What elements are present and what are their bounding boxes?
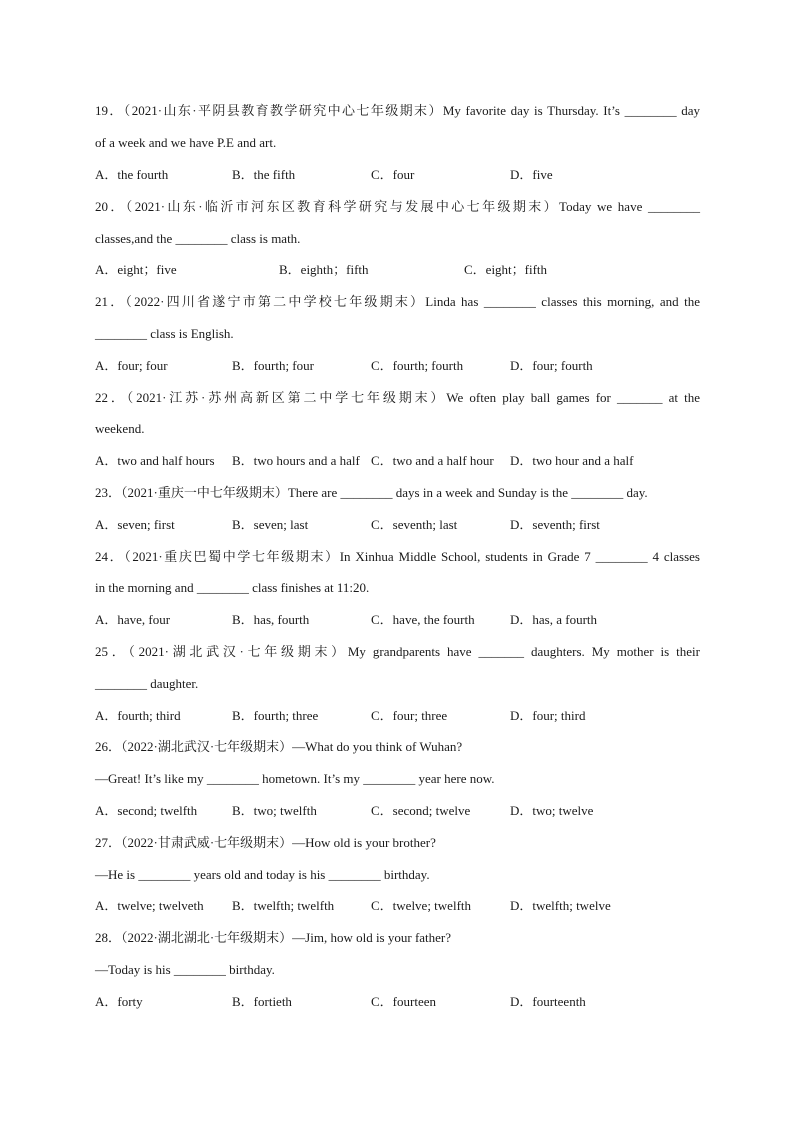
question-23-stem-line-1: 23．（2021·重庆一中七年级期末）There are ________ days in a week and Sunday is the ________ day. [95,485,648,500]
question-19-option-b: B．the fifth [232,167,296,182]
question-26-option-c: C．second; twelve [371,803,471,818]
question-20-stem-line-2: classes,and the ________ class is math. [95,231,301,246]
question-20-option-a: A．eight；five [95,262,177,277]
question-21-option-a: A．four; four [95,358,168,373]
question-27-option-c: C．twelve; twelfth [371,898,472,913]
question-24-stem-line-1: 24．（2021·重庆巴蜀中学七年级期末）In Xinhua Middle School, students in Grade 7 ________ 4 classes [95,549,700,564]
question-27-stem-line-1: 27．（2022·甘肃武威·七年级期末）—How old is your brother? [95,835,436,850]
question-20-option-b: B．eighth；fifth [279,262,369,277]
question-22-option-a: A．two and half hours [95,453,215,468]
question-20-option-c: C．eight；fifth [464,262,548,277]
question-26-stem-line-2: —Great! It’s like my ________ hometown. It’s my ________ year here now. [95,771,495,786]
question-22-stem-line-1: 22．（2021·江苏·苏州高新区第二中学七年级期末）We often play ball games for _______ at the [95,390,700,405]
question-22-stem-line-2: weekend. [95,421,145,436]
question-25-option-b: B．fourth; three [232,708,319,723]
question-24-option-b: B．has, fourth [232,612,310,627]
question-27-stem-line-2: —He is ________ years old and today is his ________ birthday. [95,867,430,882]
question-25-option-a: A．fourth; third [95,708,181,723]
question-28-option-d: D．fourteenth [510,994,586,1009]
question-26-option-a: A．second; twelfth [95,803,198,818]
question-28-option-a: A．forty [95,994,143,1009]
question-27-option-b: B．twelfth; twelfth [232,898,335,913]
question-25-option-c: C．four; three [371,708,448,723]
question-24-option-d: D．has, a fourth [510,612,598,627]
question-24-stem-line-2: in the morning and ________ class finishes at 11:20. [95,580,370,595]
question-28-option-c: C．fourteen [371,994,436,1009]
question-19-stem-line-1: 19．（2021·山东·平阴县教育教学研究中心七年级期末）My favorite day is Thursday. It’s ________ day [95,103,700,118]
question-23-option-b: B．seven; last [232,517,309,532]
question-26-option-d: D．two; twelve [510,803,594,818]
question-27-option-d: D．twelfth; twelve [510,898,611,913]
question-19-option-d: D．five [510,167,553,182]
question-25-stem-line-1: 25．（2021·湖北武汉·七年级期末）My grandparents have _______ daughters. My mother is their [95,644,700,659]
question-20-stem-line-1: 20．（2021·山东·临沂市河东区教育科学研究与发展中心七年级期末）Today we have ________ [95,199,700,214]
question-25-option-d: D．four; third [510,708,586,723]
question-23-option-a: A．seven; first [95,517,175,532]
question-26-stem-line-1: 26．（2022·湖北武汉·七年级期末）—What do you think of Wuhan? [95,739,463,754]
question-19-option-a: A．the fourth [95,167,169,182]
question-22-option-d: D．two hour and a half [510,453,634,468]
question-27-option-a: A．twelve; twelveth [95,898,204,913]
question-21-stem-line-2: ________ class is English. [95,326,234,341]
question-28-option-b: B．fortieth [232,994,292,1009]
question-19-option-c: C．four [371,167,415,182]
question-22-option-b: B．two hours and a half [232,453,360,468]
question-22-option-c: C．two and a half hour [371,453,494,468]
question-21-stem-line-1: 21．（2022·四川省遂宁市第二中学校七年级期末）Linda has ________ classes this morning, and the [95,294,700,309]
question-26-option-b: B．two; twelfth [232,803,317,818]
question-24-option-a: A．have, four [95,612,171,627]
question-21-option-c: C．fourth; fourth [371,358,464,373]
question-28-stem-line-1: 28．（2022·湖北湖北·七年级期末）—Jim, how old is your father? [95,930,452,945]
question-24-option-c: C．have, the fourth [371,612,475,627]
question-28-stem-line-2: —Today is his ________ birthday. [95,962,275,977]
question-19-stem-line-2: of a week and we have P.E and art. [95,135,277,150]
question-25-stem-line-2: ________ daughter. [95,676,199,691]
question-23-option-d: D．seventh; first [510,517,600,532]
question-21-option-d: D．four; fourth [510,358,593,373]
question-21-option-b: B．fourth; four [232,358,314,373]
question-23-option-c: C．seventh; last [371,517,458,532]
